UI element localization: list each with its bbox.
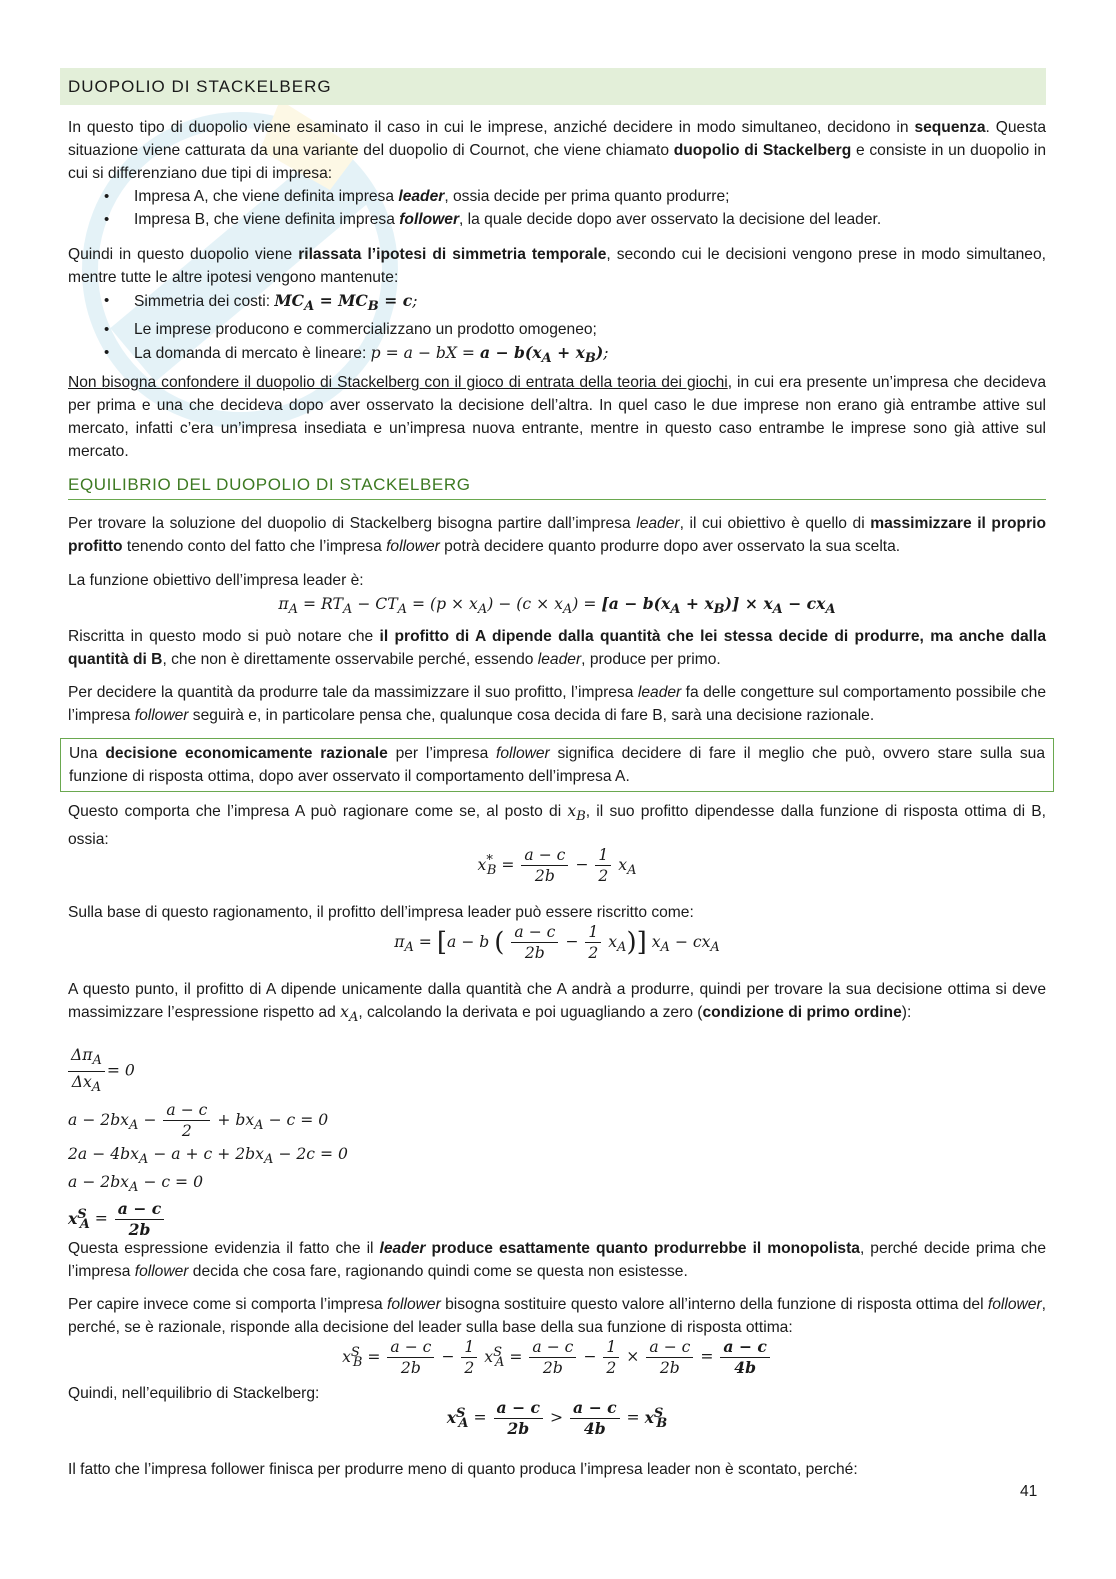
paragraph-first-order: A questo punto, il profitto di A dipende unicamente dalla quantità che A andrà a produrre, quindi per trovare la sua decisione ottima si deve massimizzare l’espressione rispetto ad $x_A$, calcolando la derivata e poi uguagliando a zero (condizione di primo ordine): xyxy=(68,981,1046,1026)
paragraph-conjectures: Per decidere la quantità da produrre tale da massimizzare il suo profitto, l’impresa leader fa delle congetture sul comportamento possibile che l’impresa follower seguirà e, in particolare pensa che, qualunque cosa decida di fare B, sarà una decisione razionale. xyxy=(68,684,1047,724)
derivation-line-5: $x^S_A$ = $\frac{a - c}{2b}$ xyxy=(68,1199,1046,1240)
paragraph-profit-dependency: Riscritta in questo modo si può notare che il profitto di A dipende dalla quantità che lei stessa decide di produrre, ma anche dalla quantità di B, che non è direttamente osservabile perché, essendo leader, produce per primo. xyxy=(68,628,1046,668)
paragraph-monopolist: Questa espressione evidenzia il fatto che il leader produce esattamente quanto produrrebbe il monopolista, perché decide prima che l’impresa follower decida che cosa fare, ragionando quindi come se questa non esistesse. xyxy=(68,1240,1047,1280)
bullet-list-hypotheses xyxy=(68,289,1046,370)
page-number: 41 xyxy=(1020,1483,1038,1500)
equation-equilibrium-comparison: $x^S_A$ = $\frac{a - c}{2b}$ > $\frac{a - c}{4b}$ = $x^S_B$ xyxy=(446,1398,668,1438)
paragraph-intro: In questo tipo di duopolio viene esaminato il caso in cui le imprese, anziché decidere in modo simultaneo, decidono in sequenza. Questa situazione viene catturata da una variante del duopolio di Cournot, che viene chiamato duopolio di Stackelberg e consiste in un duopolio in cui si differenziano due tipi di impresa: xyxy=(68,119,1046,182)
bullet-list-firms xyxy=(68,185,1046,231)
derivation-line-3: $2a - 4bx_A - a + c + 2bx_A - 2c = 0$ xyxy=(68,1145,348,1168)
list-item: • Impresa A, che viene definita impresa leader, ossia decide per prima quanto produrre; xyxy=(68,185,1046,208)
list-item: • Impresa B, che viene definita impresa follower, la quale decide dopo aver osservato la decisione del leader. xyxy=(68,208,1046,231)
highlight-box-rational-decision: Una decisione economicamente razionale per l’impresa follower significa decidere di fare il meglio che può, ovvero stare sulla sua funzione di risposta ottima, dopo aver osservato il comportamento dell’impresa A. xyxy=(60,738,1054,792)
subsection-title: EQUILIBRIO DEL DUOPOLIO DI STACKELBERG xyxy=(68,473,1046,500)
derivation-line-2: $a - 2bx_A$ − $\frac{a - c}{2}$ + $bx_A - c = 0$ xyxy=(68,1101,329,1141)
derivation-line-4: $a - 2bx_A - c = 0$ xyxy=(68,1173,203,1196)
list-item: • La domanda di mercato è lineare: p = a − bX = $a - b(x_A + x_B)$; xyxy=(68,341,1046,370)
paragraph-equilibrium: Quindi, nell’equilibrio di Stackelberg: xyxy=(68,1385,320,1402)
derivation-line-1: $\frac{\Delta\pi_A}{\Delta x_A}$ = 0 xyxy=(68,1045,1046,1098)
paragraph-hypotheses: Quindi in questo duopolio viene rilassata l’ipotesi di simmetria temporale, secondo cui le decisioni vengono prese in modo simultaneo, mentre tutte le altre ipotesi vengono mantenute: xyxy=(68,246,1046,286)
list-item: • Le imprese producono e commercializzano un prodotto omogeneo; xyxy=(68,318,1046,341)
equation-profit-rewritten: $\pi_A = [a - b$ ( $\frac{a - c}{2b}$ − $\frac{1}{2}$ $x_A$)] $x_A - cx_A$ xyxy=(394,923,720,962)
paragraph-closing: Il fatto che l’impresa follower finisca per produrre meno di quanto produca l’impresa leader non è scontato, perché: xyxy=(68,1461,858,1478)
equation-profit-leader: $\pi_A = RT_A - CT_A = (p \times x_A) - (c \times x_A) = [a - b(x_A + x_B)] \times x_A - cx_A$ xyxy=(278,594,836,618)
list-item: • Simmetria dei costi: $MC_A = MC_B = c$; xyxy=(68,289,1046,318)
equation-best-response: $x^*_B$ = $\frac{a - c}{2b}$ − $\frac{1}{2}$ $x_A$ xyxy=(477,846,637,885)
paragraph-reaction-function: Questo comporta che l’impresa A può ragionare come se, al posto di $x_B$, il suo profitto dipendesse dalla funzione di risposta ottima di B, ossia: xyxy=(68,802,1046,849)
paragraph-leader-objective: Per trovare la soluzione del duopolio di Stackelberg bisogna partire dall’impresa leader, il cui obiettivo è quello di massimizzare il proprio profitto tenendo conto del fatto che l’impresa follower potrà decidere quanto produrre dopo aver osservato la sua scelta. xyxy=(68,515,1047,555)
equation-follower-quantity: $x^S_B$ = $\frac{a - c}{2b}$ − $\frac{1}{2}$ $x^S_A$ = $\frac{a - c}{2b}$ − $\frac{1}{2}$ × $\frac{a - c}{2b}$ = $\frac{a - c}{4b}$ xyxy=(68,1337,1046,1378)
section-title: DUOPOLIO DI STACKELBERG xyxy=(60,68,1046,105)
paragraph-rewrite: Sulla base di questo ragionamento, il profitto dell’impresa leader può essere riscritto come: xyxy=(68,904,694,921)
paragraph-follower-response: Per capire invece come si comporta l’impresa follower bisogna sostituire questo valore all’interno della funzione di risposta ottima del follower, perché, se è razionale, risponde alla decisione del leader sulla base della sua funzione di risposta ottima: xyxy=(68,1296,1046,1336)
paragraph-objective-function: La funzione obiettivo dell’impresa leader è: xyxy=(68,572,364,589)
derivation-steps xyxy=(68,1045,1046,1240)
paragraph-entry-game: Non bisogna confondere il duopolio di Stackelberg con il gioco di entrata della teoria dei giochi, in cui era presente un’impresa che decideva per prima e una che decideva dopo aver osservato la decisione dell’altra. In quel caso le due imprese non erano già entrambe attive sul mercato, infatti c’era un’impresa insediata e un’impresa nuova entrante, mentre in questo caso entrambe le imprese sono già attive sul mercato. xyxy=(68,374,1046,460)
